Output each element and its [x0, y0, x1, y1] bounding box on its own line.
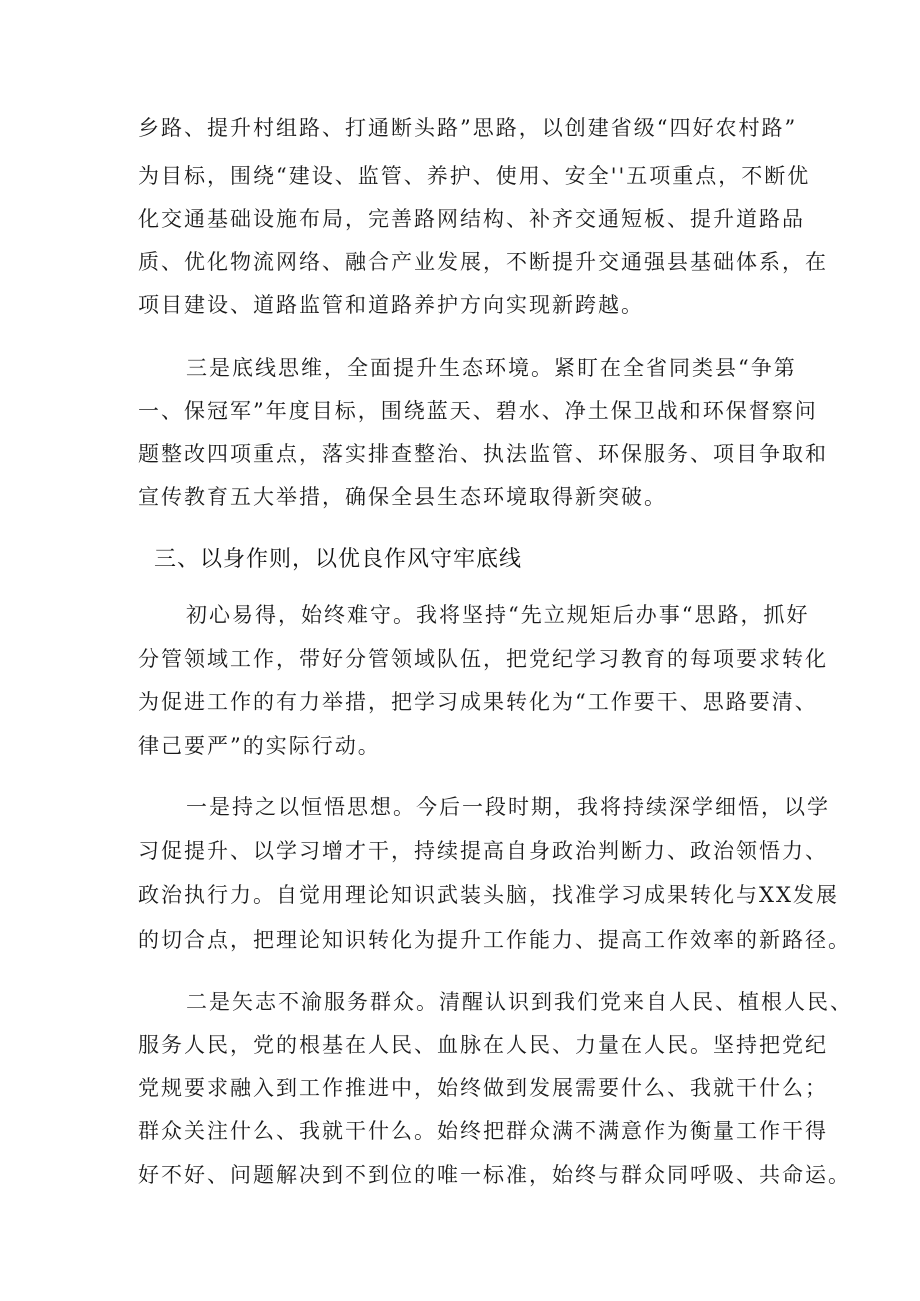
text-line: 为促进工作的有力举措，把学习成果转化为“工作要干、思路要清、: [138, 690, 818, 714]
text-line: 初心易得，始终难守。我将坚持“先立规矩后办事“思路，抓好: [186, 603, 810, 627]
text-line: 的切合点，把理论知识转化为提升工作能力、提高工作效率的新路径。: [138, 928, 851, 952]
text-line: 分管领域工作，带好分管领域队伍，把党纪学习教育的每项要求转化: [138, 647, 828, 671]
text-line: 化交通基础设施布局，完善路网结构、补齐交通短板、提升道路品: [138, 207, 805, 231]
text-line: 服务人民，党的根基在人民、血脉在人民、力量在人民。坚持把党纪: [138, 1033, 828, 1057]
text-line: 律己要严”的实际行动。: [138, 734, 381, 758]
text-line: 党规要求融入到工作推进中，始终做到发展需要什么、我就干什么；: [138, 1076, 828, 1100]
text-line: 政治执行力。自觉用理论知识武装头脑，找准学习成果转化与XX发展: [138, 883, 839, 907]
text-line: 一是持之以恒悟思想。今后一段时期，我将持续深学细悟，以学: [186, 795, 830, 819]
text-line: 习促提升、以学习增才干，持续提高自身政治判断力、政治领悟力、: [138, 839, 828, 863]
text-line: 群众关注什么、我就干什么。始终把群众满不满意作为衡量工作干得: [138, 1119, 828, 1143]
text-line: 二是矢志不渝服务群众。清醒认识到我们党来自人民、植根人民、: [186, 990, 853, 1014]
text-line: 乡路、提升村组路、打通断头路”思路，以创建省级“四好农村路”: [138, 116, 798, 140]
text-line: 宣传教育五大举措，确保全县生态环境取得新突破。: [138, 485, 667, 509]
section-heading: 三、以身作则，以优良作风守牢底线: [154, 547, 523, 572]
text-line: 项目建设、道路监管和道路养护方向实现新跨越。: [138, 293, 644, 317]
text-line: 三是底线思维，全面提升生态环境。紧盯在全省同类县“争第: [186, 356, 797, 380]
text-line: 好不好、问题解决到不到位的唯一标准，始终与群众同呼吸、共命运。: [138, 1163, 851, 1187]
text-line: 质、优化物流网络、融合产业发展，不断提升交通强县基础体系，在: [138, 250, 828, 274]
text-line: 题整改四项重点，落实排查整治、执法监管、环保服务、项目争取和: [138, 442, 828, 466]
text-line: 一、保冠军”年度目标，围绕蓝天、碧水、净土保卫战和环保督察问: [138, 399, 818, 423]
text-line: 为目标，围绕“建设、监管、养护、使用、安全''五项重点，不断优: [138, 164, 811, 188]
